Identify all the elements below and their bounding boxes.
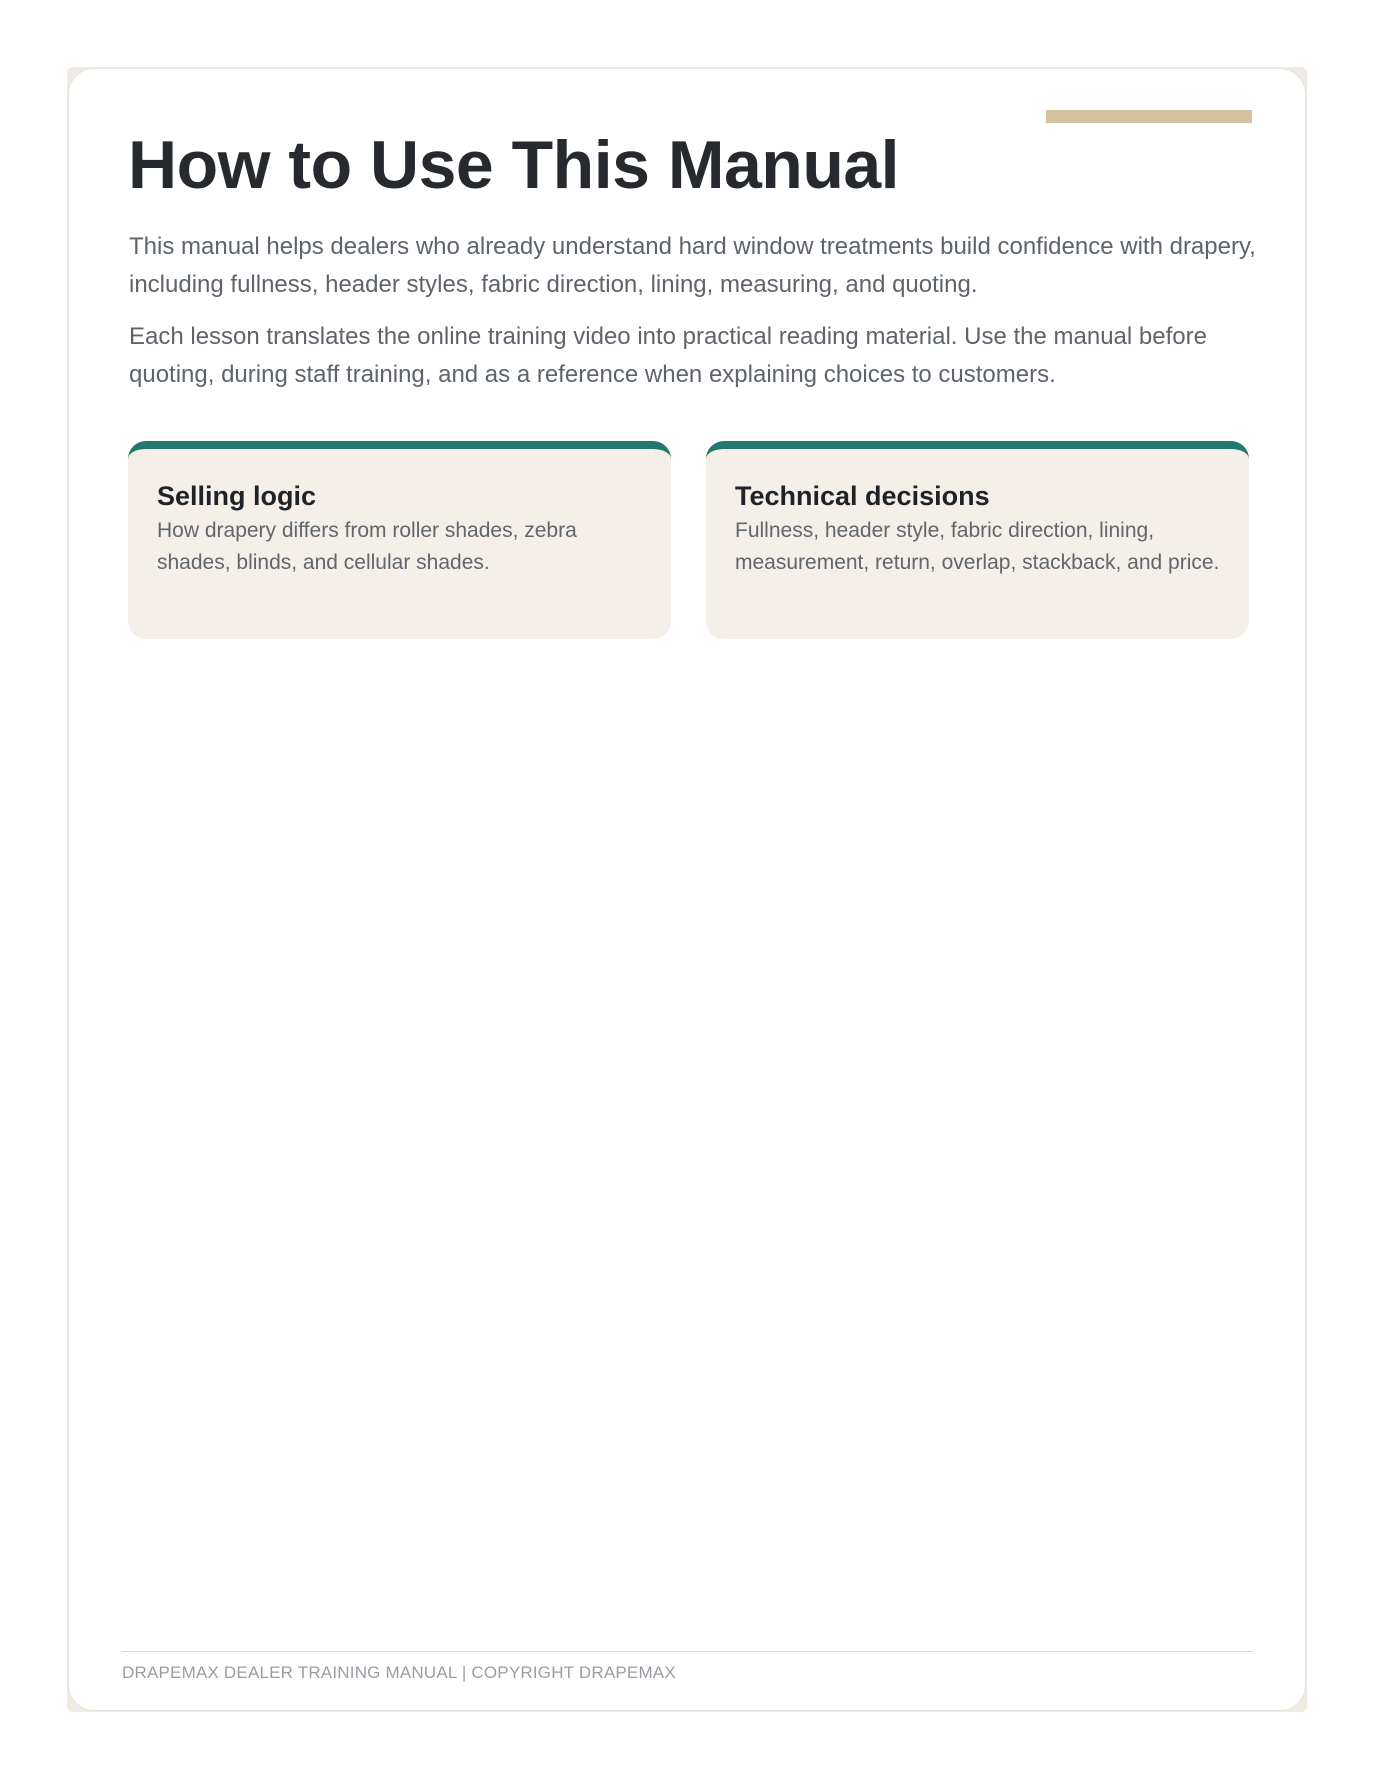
- card-title: Selling logic: [157, 481, 317, 511]
- card-text: How drapery differs from roller shades, zebra shades, blinds, and cellular shades.: [157, 519, 577, 574]
- card-technical-decisions: [706, 441, 1249, 639]
- decorative-accent-bar: [1046, 110, 1252, 123]
- card-selling-logic: [128, 441, 671, 639]
- intro-paragraph-1: This manual helps dealers who already understand hard window treatments build confidence with drapery, including fullness, header styles, fabric direction, lining, measuring, and quoting.: [129, 233, 1256, 298]
- intro-paragraph-2: Each lesson translates the online training video into practical reading material. Use the manual before quoting, during staff training, and as a reference when explaining choices to customers.: [129, 323, 1207, 388]
- footer-divider: [122, 1651, 1253, 1652]
- page-title: How to Use This Manual: [128, 127, 900, 203]
- card-title: Technical decisions: [735, 481, 990, 511]
- footer-text: DRAPEMAX DEALER TRAINING MANUAL | COPYRIGHT DRAPEMAX: [122, 1663, 676, 1682]
- card-text: Fullness, header style, fabric direction, lining, measurement, return, overlap, stackback, and price.: [735, 519, 1220, 574]
- manual-page: [68, 68, 1306, 1711]
